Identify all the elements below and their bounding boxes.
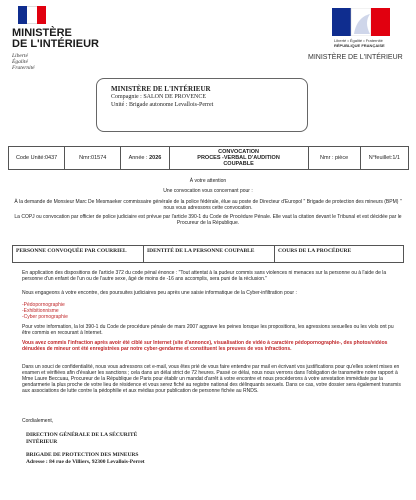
table-col-person: PERSONNE CONVOQUÉE PAR COURRIEL	[12, 245, 144, 263]
unit-code: Code Unité:0437	[8, 146, 65, 170]
attention-line: À votre attention	[189, 178, 227, 184]
year-label: Année :	[128, 155, 148, 161]
unit-box-title: MINISTÈRE DE L'INTÉRIEUR	[111, 85, 211, 93]
marianne-logo	[18, 6, 46, 24]
charge-item: -Pédopornographie	[22, 302, 65, 308]
ministry-title: MINISTÈRE DE L'INTÉRIEUR	[12, 27, 99, 50]
signature-address: Adresse : 84 rue de Villiers, 92300 Levallois-Perret	[26, 459, 145, 465]
rf-motto: Liberté • Égalité • Fraternité	[334, 38, 383, 43]
ministry-right-label: MINISTÈRE DE L'INTÉRIEUR	[308, 54, 403, 61]
copj-paragraph: La COPJ ou convocation par officier de police judiciaire est prévue par l'article 390-1 du Code de Procédure Pénale. Elle vaut la citation devant le Tribunal et est décidée par le Procureur de la République.	[14, 214, 402, 226]
doc-type-line3: COUPABLE	[223, 161, 254, 167]
case-table	[12, 245, 404, 263]
year-cell	[120, 146, 169, 170]
flag-icon	[18, 6, 46, 24]
record-number: Nmr:01574	[64, 146, 121, 170]
intro-paragraph: À la demande de Monsieur Marc De Mesmaeker commissaire générale de la police fédérale, élue au poste de Directeur d'Europol " Brigade de protection des mineurs (BPM) " nous vous adressons cette convocation.	[14, 199, 402, 211]
doc-type-line1: CONVOCATION	[218, 149, 259, 155]
charge-item: -Cyber pornographie	[22, 314, 68, 320]
doc-type-line2: PROCES -VERBAL D'AUDITION	[197, 155, 280, 161]
law-paragraph: Pour votre information, la loi 390-1 du Code de procédure pénale de mars 2007 aggrave les peines lorsque les propositions, les agressions sexuelles ou les viols ont pu être commis en recourant à Internet.	[22, 324, 394, 336]
year-value: 2026	[149, 155, 162, 161]
article-paragraph: En application des dispositions de l'article 372 du code pénal énonce : "Tout attentat à la pudeur commis sans violences ni menaces sur la personne ou à l'aide de la personne d'un enfant de l'un ou de l'autre sexe, âgé de moins de -16 ans accomplis, sera puni de la réclusion."	[22, 270, 387, 282]
rf-name: RÉPUBLIQUE FRANÇAISE	[334, 43, 385, 48]
document-type	[169, 146, 309, 170]
sheet-number: N°feuillet:1/1	[360, 146, 409, 170]
ministry-motto: Liberté Égalité Fraternité	[12, 53, 35, 71]
prosecution-paragraph: Nous engageons à votre encontre, des poursuites judiciaires peu après une saisie informatique de la Cyber-infiltration pour :	[22, 290, 297, 296]
charge-item: -Exhibitionnisme	[22, 308, 59, 314]
signature-line1: DIRECTION GÉNÉRALE DE LA SÉCURITÉ	[26, 432, 138, 438]
table-col-identity: IDENTITÉ DE LA PERSONNE COUPABLE	[143, 245, 275, 263]
unit-box	[96, 78, 308, 132]
closing: Cordialement,	[22, 418, 54, 424]
piece-number: Nmr : pièce	[308, 146, 361, 170]
concerning-line: Une convocation vous concernant pour :	[163, 188, 253, 194]
signature-block	[26, 432, 145, 466]
republique-francaise-logo	[332, 8, 390, 36]
confidentiality-paragraph: Dans un souci de confidentialité, nous vous adressons cet e-mail, vous êtes prié de vous faire entendre par mail en écrivant vos justifications pour qu'elles soient mises en examen et vérifiées afin d'évaluer les sanctions ; cela dans un délai strict de 72 heures. Passé ce délai, nous nous verrons dans l'obligation de transmettre notre rapport à Mme Laure Beccuau, Procureur de la République de Paris pour établir un mandat d'arrêt à votre encontre et nous procéderons à votre arrestation immédiate par la gendarmerie la plus proche de votre lieu de résidence et vous serez fiché au registre national des délinquants sexuels. Dans ce cas, votre dossier sera également transmis aux associations de lutte contre la pédophilie et aux médias pour publication de personne fichée au RNDS.	[22, 364, 401, 394]
document-info-row	[8, 146, 408, 170]
unit-name: Unité : Brigade autonome Levallois-Perret	[111, 102, 214, 108]
signature-line2: INTÉRIEUR	[26, 439, 58, 445]
table-col-procedure: COURS DE LA PROCÉDURE	[274, 245, 404, 263]
unit-company: Compagnie : SALON DE PROVENCE	[111, 94, 206, 100]
signature-line3: BRIGADE DE PROTECTION DES MINEURS	[26, 452, 139, 458]
infraction-paragraph: Vous avez commis l'infraction après avoir été ciblé sur Internet (site d'annonce), visualisation de vidéo à caractère pédopornographie-, des photos/vidéos dénudées de mineur ont été enregistrées par notre cyber-gendarme et constituent les preuves de vos infractions.	[22, 340, 388, 352]
